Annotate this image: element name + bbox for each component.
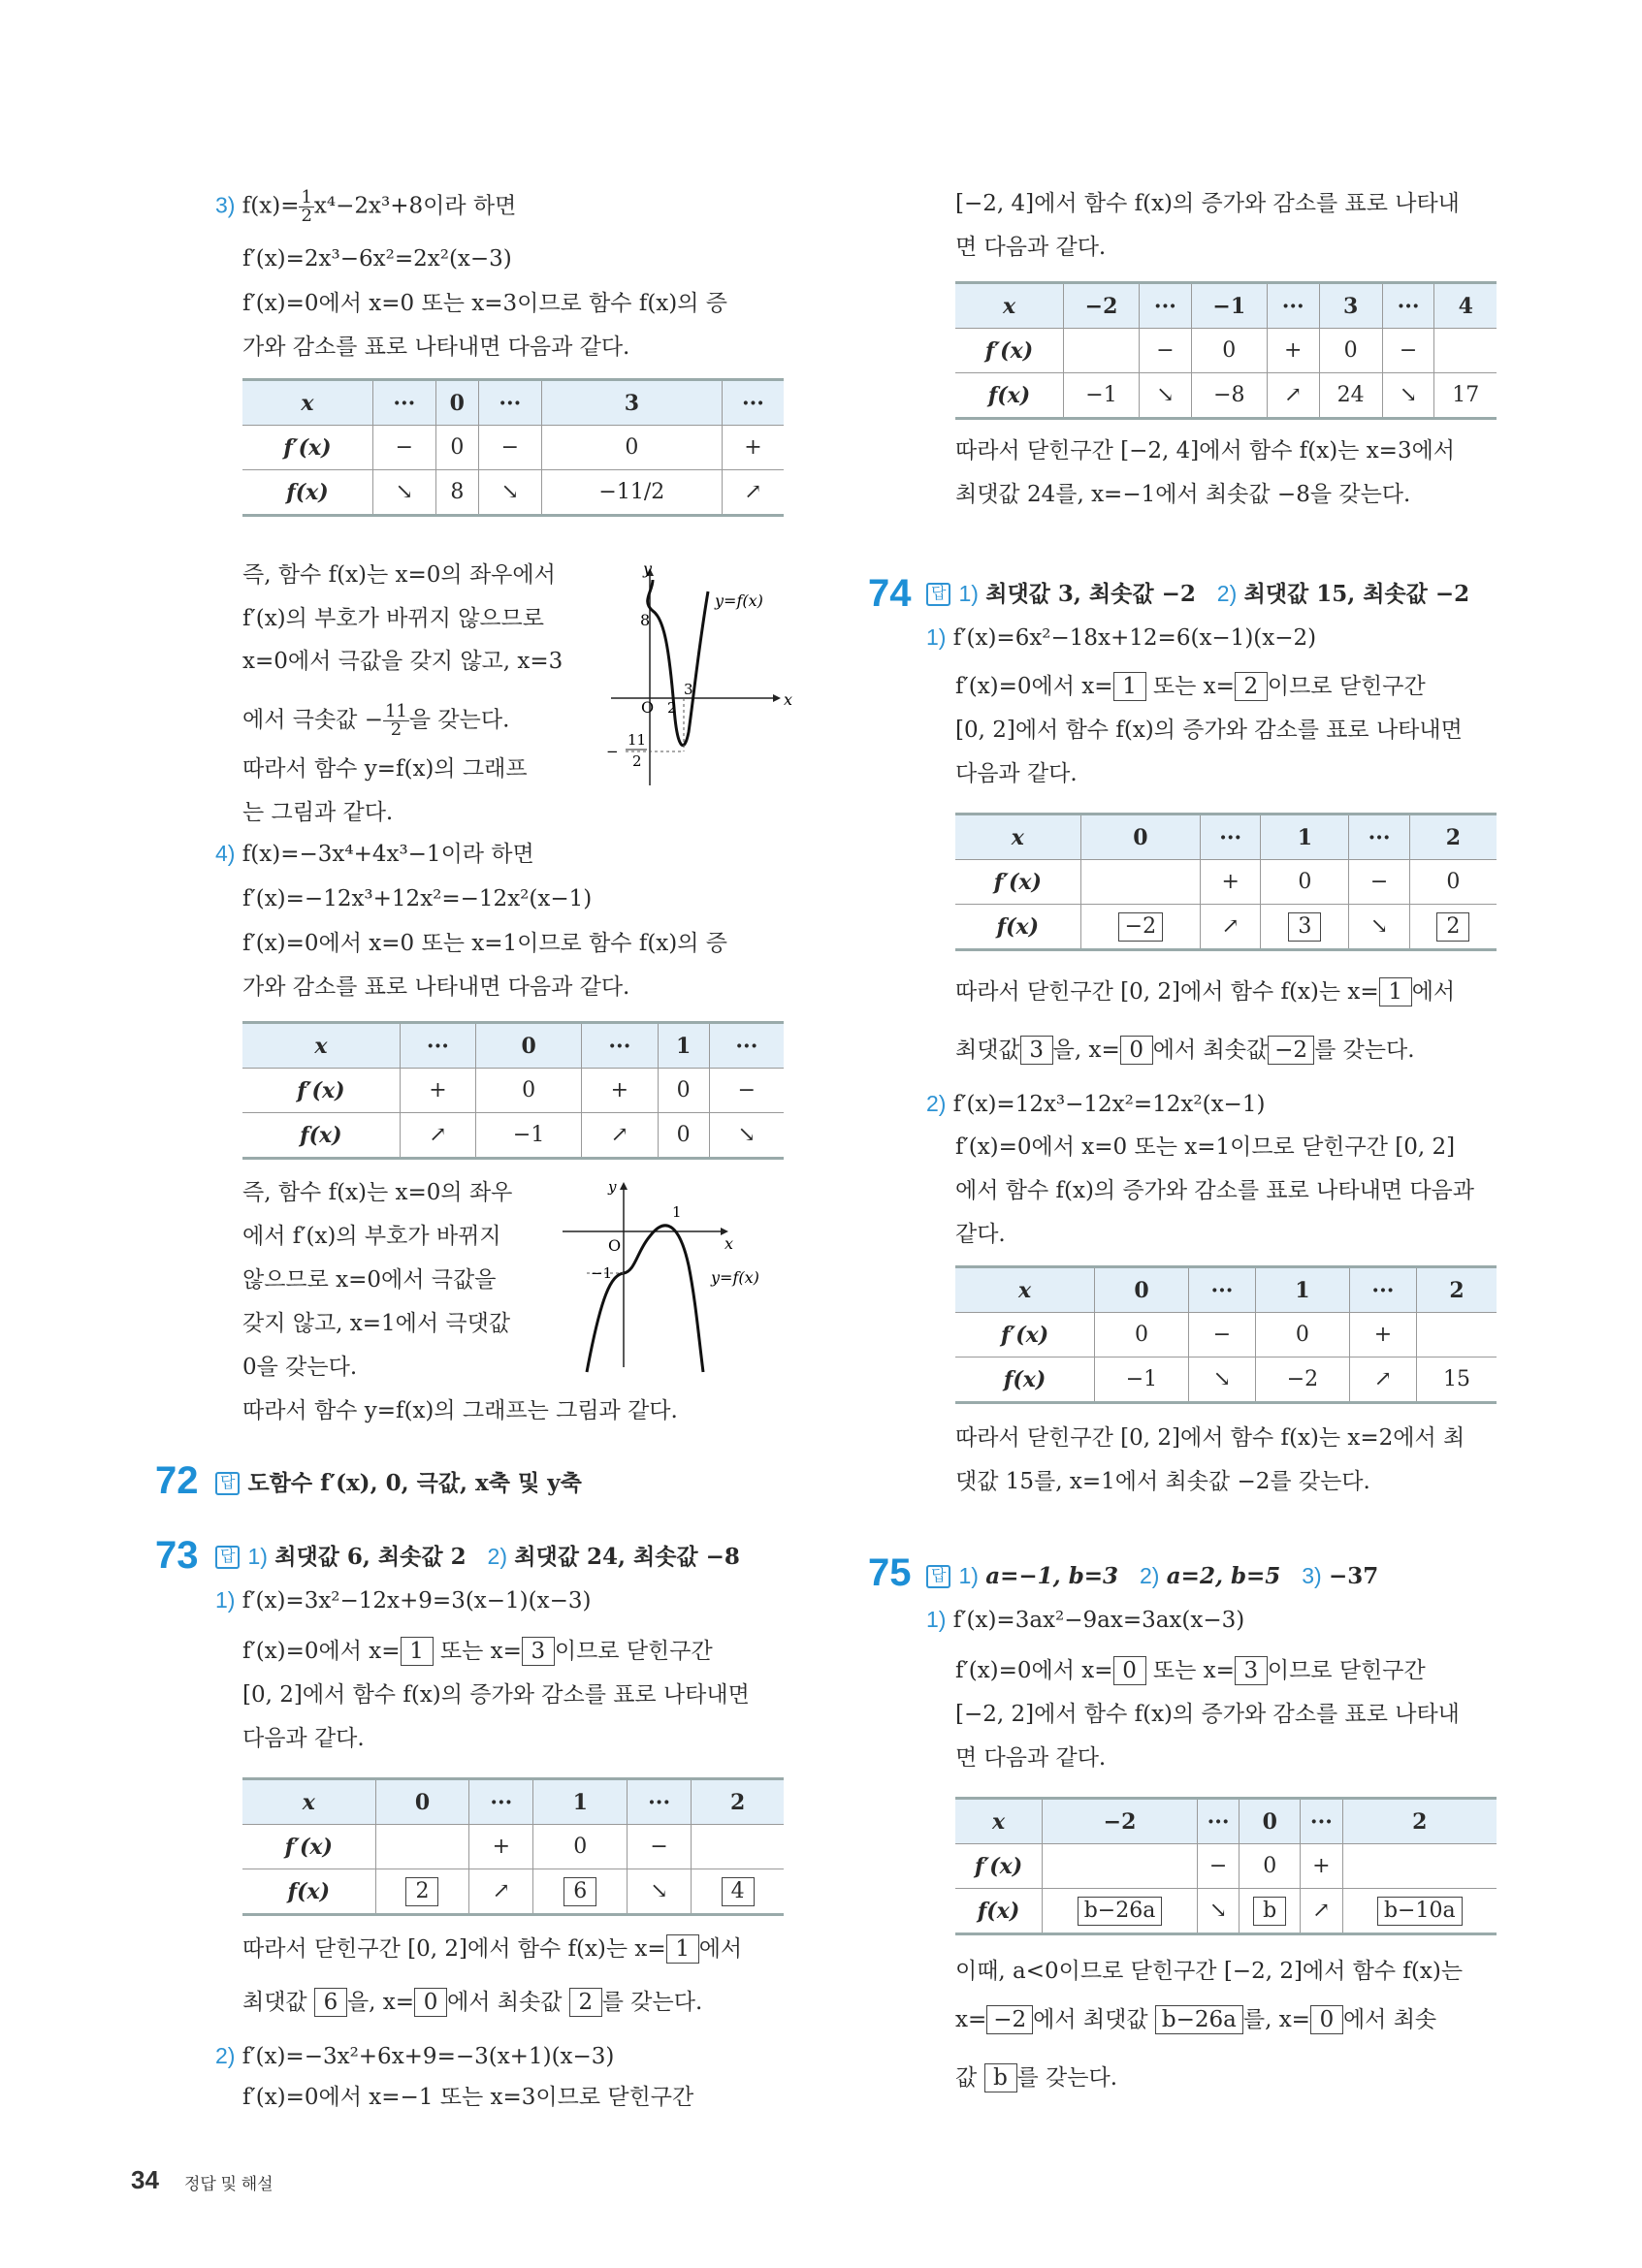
table-cell: 6 [533,1869,628,1915]
x-axis-label: x [724,1234,734,1253]
table-cell: + [1349,1313,1416,1358]
table-cell: f′(x) [955,860,1080,905]
table-cell: ··· [1201,815,1261,860]
table-cell: f′(x) [242,1069,400,1113]
table-cell: + [1267,329,1319,373]
table-cell: − [1197,1844,1239,1889]
q74-table1 [955,813,1497,951]
r-cont-line2: 면 다음과 같다. [955,235,1107,260]
min-minus: − [606,743,619,760]
p3-text3: x=0에서 극값을 갖지 않고, x=3 [242,649,563,674]
p4-text6: 따라서 함수 y=f(x)의 그래프는 그림과 같다. [242,1398,678,1423]
table-cell: ··· [1349,815,1409,860]
table-cell: 0 [375,1779,469,1825]
curve-label: y=f(x) [711,1268,759,1287]
table-cell: 0 [1240,1844,1301,1889]
table-cell: + [1301,1844,1342,1889]
min-num: 11 [628,731,647,749]
table-cell: ··· [1382,283,1434,329]
table-cell [1342,1844,1497,1889]
table-cell: 0 [533,1825,628,1869]
q75-number: 75 [868,1551,912,1594]
table-cell: 3 [541,380,722,426]
p4-text1: 즉, 함수 f(x)는 x=0의 좌우 [242,1180,513,1205]
table-cell: 0 [435,426,478,470]
table-cell: 1 [1261,815,1349,860]
table-cell [1417,1313,1497,1358]
p3-text4: 에서 극솟값 − $\frac{11}{2}$ 을 갖는다. [242,701,510,740]
q74-p2-concl1: 따라서 닫힌구간 [0, 2]에서 함수 f(x)는 x=2에서 최 [955,1425,1465,1451]
table-cell: 2 [1409,905,1497,950]
min-den: 2 [632,752,642,770]
table-row [242,1113,784,1159]
table-cell: f′(x) [955,329,1064,373]
q74-number: 74 [868,572,912,615]
q72-number: 72 [155,1459,199,1502]
table-row [955,1313,1497,1358]
table-cell: x [242,1779,375,1825]
table-cell: ↘ [709,1113,784,1159]
q73-p1-line2: f′(x)=0에서 x= 1 또는 x= 3 이므로 닫힌구간 [242,1639,713,1664]
table-cell: ··· [722,380,784,426]
page-footer: 정답 및 해설 [184,2175,274,2193]
p3-line4: 가와 감소를 표로 나타내면 다음과 같다. [242,335,630,360]
q75-p1-line4: 면 다음과 같다. [955,1745,1107,1771]
table-cell: x [955,1799,1043,1844]
table-row [955,1844,1497,1889]
table-cell: ↗ [1201,905,1261,950]
p4-line3: f′(x)=0에서 x=0 또는 x=1이므로 함수 f(x)의 증 [242,931,728,956]
table-cell: 3 [1319,283,1382,329]
table-row [955,1358,1497,1403]
page-number: 34 [131,2165,159,2194]
table-cell: 0 [476,1069,582,1113]
q74-p1-line2: f′(x)=0에서 x= 1 또는 x= 2 이므로 닫힌구간 [955,674,1426,699]
fraction: $\frac{1}{2}$ [301,187,312,226]
table-cell: − [1140,329,1192,373]
table-cell: x [242,380,372,426]
table-cell [1043,1844,1198,1889]
r-cont-concl2: 최댓값 24를, x=−1에서 최솟값 −8을 갖는다. [955,482,1411,507]
table-cell: ↘ [1140,373,1192,419]
table-cell: 0 [541,426,722,470]
table-cell: ↘ [628,1869,692,1915]
table-cell: ··· [709,1023,784,1069]
label-2: 2 [667,699,677,717]
table-cell: ↗ [1349,1358,1416,1403]
table-cell: − [1382,329,1434,373]
table-row [955,283,1497,329]
q74-p2-line1: 2) f′(x)=12x³−12x²=12x²(x−1) [926,1091,1266,1117]
table-cell: − [1188,1313,1255,1358]
table-cell: ··· [400,1023,475,1069]
q75-concl1: 이때, a<0이므로 닫힌구간 [−2, 2]에서 함수 f(x)는 [955,1959,1464,1984]
q74-p1-concl2: 최댓값 3 을, x= 0 에서 최솟값 −2 를 갖는다. [955,1038,1415,1063]
q75-answer: 답 1) a=−1, b=3 2) a=2, b=5 3) −37 [926,1561,1378,1591]
curve-label: y=f(x) [715,591,763,610]
table-cell: 24 [1319,373,1382,419]
table-cell: + [400,1069,475,1113]
table-cell: −2 [1043,1799,1198,1844]
table-cell: f′(x) [955,1313,1095,1358]
table-cell: x [955,283,1064,329]
table-cell: ↗ [400,1113,475,1159]
y-axis-label: y [643,559,653,578]
table-cell: − [372,426,435,470]
table-cell: ··· [628,1779,692,1825]
table-cell: − [478,426,541,470]
p3-text2: f′(x)의 부호가 바뀌지 않으므로 [242,606,544,631]
label-8: 8 [640,611,651,629]
table-cell: ··· [1301,1799,1342,1844]
table-row [242,380,784,426]
q73-p1-concl1: 따라서 닫힌구간 [0, 2]에서 함수 f(x)는 x= 1 에서 [242,1936,743,1962]
table-cell: + [1201,860,1261,905]
table-row [955,1889,1497,1934]
q74-answer: 답 1) 최댓값 3, 최솟값 −2 2) 최댓값 15, 최솟값 −2 [926,579,1469,609]
table-cell: 2 [692,1779,784,1825]
table-cell: −2 [1080,905,1200,950]
table-cell: ··· [1188,1267,1255,1313]
q75-p1-line1: 1) f′(x)=3ax²−9ax=3ax(x−3) [926,1607,1245,1633]
p4-graph [558,1178,790,1372]
table-cell: ↘ [372,470,435,516]
table-cell: f(x) [242,1869,375,1915]
table-cell: x [955,815,1080,860]
table-cell: − [628,1825,692,1869]
table-cell [1080,860,1200,905]
table-cell: − [1349,860,1409,905]
table-cell: 1 [1256,1267,1350,1313]
table-cell: ··· [1267,283,1319,329]
label-1: 1 [672,1203,682,1221]
table-cell: ··· [469,1779,533,1825]
q74-p1-line4: 다음과 같다. [955,761,1078,786]
q74-p1-line1: 1) f′(x)=6x²−18x+12=6(x−1)(x−2) [926,624,1317,651]
q74-p1-line3: [0, 2]에서 함수 f(x)의 증가와 감소를 표로 나타내면 [955,718,1463,743]
table-cell: 0 [1191,329,1267,373]
table-row [242,1023,784,1069]
table-cell: 4 [692,1869,784,1915]
table-row [955,373,1497,419]
table-cell [1434,329,1497,373]
table-cell: ↗ [1267,373,1319,419]
p4-text3: 않으므로 x=0에서 극값을 [242,1267,497,1293]
q73-p1-line4: 다음과 같다. [242,1726,365,1751]
table-cell: f′(x) [242,426,372,470]
table-cell: 1 [658,1023,709,1069]
q73-table [242,1777,784,1916]
q74-p2-line4: 같다. [955,1222,1006,1247]
table-cell: f′(x) [955,1844,1043,1889]
q73-answer: 답 1) 최댓값 6, 최솟값 2 2) 최댓값 24, 최솟값 −8 [215,1542,740,1572]
table-row [955,860,1497,905]
r-cont-table [955,281,1497,420]
table-cell: 2 [1417,1267,1497,1313]
table-cell: ↘ [1197,1889,1239,1934]
table-cell: 8 [435,470,478,516]
table-cell: 0 [1095,1313,1189,1358]
table-cell: 1 [533,1779,628,1825]
q74-p2-concl2: 댓값 15를, x=1에서 최솟값 −2를 갖는다. [955,1469,1370,1494]
table-cell: x [955,1267,1095,1313]
q72-answer: 답 도함수 f′(x), 0, 극값, x축 및 y축 [215,1469,582,1498]
p3-graph [606,559,793,795]
table-cell: 0 [1261,860,1349,905]
table-cell: f(x) [955,1358,1095,1403]
table-cell: 0 [658,1069,709,1113]
table-cell: −1 [1191,283,1267,329]
table-cell: ↗ [469,1869,533,1915]
q73-p2-line2: f′(x)=0에서 x=−1 또는 x=3이므로 닫힌구간 [242,2085,694,2110]
table-cell: 0 [1409,860,1497,905]
table-row [242,426,784,470]
table-row [242,1825,784,1869]
table-cell [692,1825,784,1869]
table-cell: 15 [1417,1358,1497,1403]
table-cell: −2 [1256,1358,1350,1403]
table-cell: ··· [582,1023,658,1069]
p4-line4: 가와 감소를 표로 나타내면 다음과 같다. [242,974,630,1000]
table-cell: + [722,426,784,470]
table-cell: + [582,1069,658,1113]
table-row [242,1779,784,1825]
q74-p2-line3: 에서 함수 f(x)의 증가와 감소를 표로 나타내면 다음과 [955,1178,1474,1203]
label-3: 3 [684,681,693,698]
label-minus1: −1 [591,1264,613,1282]
table-cell: 3 [1261,905,1349,950]
table-cell: ··· [1349,1267,1416,1313]
p3-text1: 즉, 함수 f(x)는 x=0의 좌우에서 [242,562,556,588]
table-cell [375,1825,469,1869]
table-cell: ··· [478,380,541,426]
p3-line2: f′(x)=2x³−6x²=2x²(x−3) [242,246,512,272]
table-cell: f′(x) [242,1825,375,1869]
table-cell: 0 [1256,1313,1350,1358]
p4-line1: 4) f(x)=−3x⁴+4x³−1이라 하면 [215,841,534,867]
table-cell: 0 [1240,1799,1301,1844]
table-cell: + [469,1825,533,1869]
table-cell: − [709,1069,784,1113]
table-cell: f(x) [242,1113,400,1159]
q73-p1-line3: [0, 2]에서 함수 f(x)의 증가와 감소를 표로 나타내면 [242,1682,750,1708]
table-cell: ··· [1197,1799,1239,1844]
q74-p1-concl1: 따라서 닫힌구간 [0, 2]에서 함수 f(x)는 x= 1 에서 [955,979,1456,1005]
r-cont-line1: [−2, 4]에서 함수 f(x)의 증가와 감소를 표로 나타내 [955,191,1460,216]
table-cell: ↘ [1188,1358,1255,1403]
table-cell: 0 [1095,1267,1189,1313]
table-cell: b−10a [1342,1889,1497,1934]
table-cell: 0 [476,1023,582,1069]
p3-text6: 는 그림과 같다. [242,800,394,825]
q75-table [955,1797,1497,1935]
table-cell: ↗ [722,470,784,516]
q75-p1-line3: [−2, 2]에서 함수 f(x)의 증가와 감소를 표로 나타내 [955,1702,1460,1727]
table-cell: −2 [1064,283,1140,329]
origin-label: O [608,1236,622,1255]
q73-number: 73 [155,1534,199,1577]
table-cell: −1 [1095,1358,1189,1403]
q74-table2 [955,1265,1497,1404]
table-cell [1064,329,1140,373]
q75-p1-line2: f′(x)=0에서 x= 0 또는 x= 3 이므로 닫힌구간 [955,1658,1426,1683]
table-cell: ↗ [582,1113,658,1159]
table-cell: f(x) [242,470,372,516]
table-cell: −11/2 [541,470,722,516]
r-cont-concl1: 따라서 닫힌구간 [−2, 4]에서 함수 f(x)는 x=3에서 [955,438,1456,463]
p3-text5: 따라서 함수 y=f(x)의 그래프 [242,756,528,782]
table-cell: −1 [1064,373,1140,419]
table-cell: −1 [476,1113,582,1159]
table-cell: f(x) [955,373,1064,419]
y-axis-label: y [608,1178,617,1196]
q73-p1-line1: 1) f′(x)=3x²−12x+9=3(x−1)(x−3) [215,1587,592,1613]
table-cell: x [242,1023,400,1069]
p3-label: 3) [215,192,236,218]
p3-table [242,378,784,517]
table-cell: f(x) [955,905,1080,950]
table-cell: ↘ [478,470,541,516]
table-cell: 2 [1409,815,1497,860]
table-cell: 0 [435,380,478,426]
q73-p2-line1: 2) f′(x)=−3x²+6x+9=−3(x+1)(x−3) [215,2043,615,2069]
table-cell: 4 [1434,283,1497,329]
table-cell: ··· [1140,283,1192,329]
q73-p1-concl2: 최댓값 6 을, x= 0 에서 최솟값 2 를 갖는다. [242,1990,703,2015]
table-cell: 2 [1342,1799,1497,1844]
table-cell: b [1240,1889,1301,1934]
table-cell: 0 [658,1113,709,1159]
table-cell: 0 [1080,815,1200,860]
table-cell: b−26a [1043,1889,1198,1934]
p4-text5: 0을 갖는다. [242,1355,358,1380]
table-cell: 17 [1434,373,1497,419]
q74-p2-line2: f′(x)=0에서 x=0 또는 x=1이므로 닫힌구간 [0, 2] [955,1134,1456,1160]
p4-text4: 갖지 않고, x=1에서 극댓값 [242,1311,511,1336]
table-cell: ··· [372,380,435,426]
p4-line2: f′(x)=−12x³+12x²=−12x²(x−1) [242,886,593,911]
table-cell: f(x) [955,1889,1043,1934]
p4-text2: 에서 f′(x)의 부호가 바뀌지 [242,1224,501,1249]
table-row [955,1267,1497,1313]
table-row [242,1069,784,1113]
table-row [955,905,1497,950]
table-cell: 2 [375,1869,469,1915]
q75-concl2: x= −2 에서 최댓값 b−26a 를, x= 0 에서 최솟 [955,2007,1437,2032]
table-cell: −8 [1191,373,1267,419]
x-axis-label: x [784,690,793,709]
q75-concl3: 값 b 를 갖는다. [955,2065,1118,2091]
table-row [242,470,784,516]
table-cell: ↘ [1349,905,1409,950]
origin-label: O [641,698,655,717]
table-row [955,815,1497,860]
p4-table [242,1021,784,1160]
table-row [242,1869,784,1915]
table-row [955,329,1497,373]
table-cell: ↘ [1382,373,1434,419]
table-cell: ↗ [1301,1889,1342,1934]
p3-line1: 3) f(x)= $\frac{1}{2}$ x⁴−2x³+8이라 하면 [215,187,517,226]
table-cell: 0 [1319,329,1382,373]
p3-line3: f′(x)=0에서 x=0 또는 x=3이므로 함수 f(x)의 증 [242,291,728,316]
table-row [955,1799,1497,1844]
